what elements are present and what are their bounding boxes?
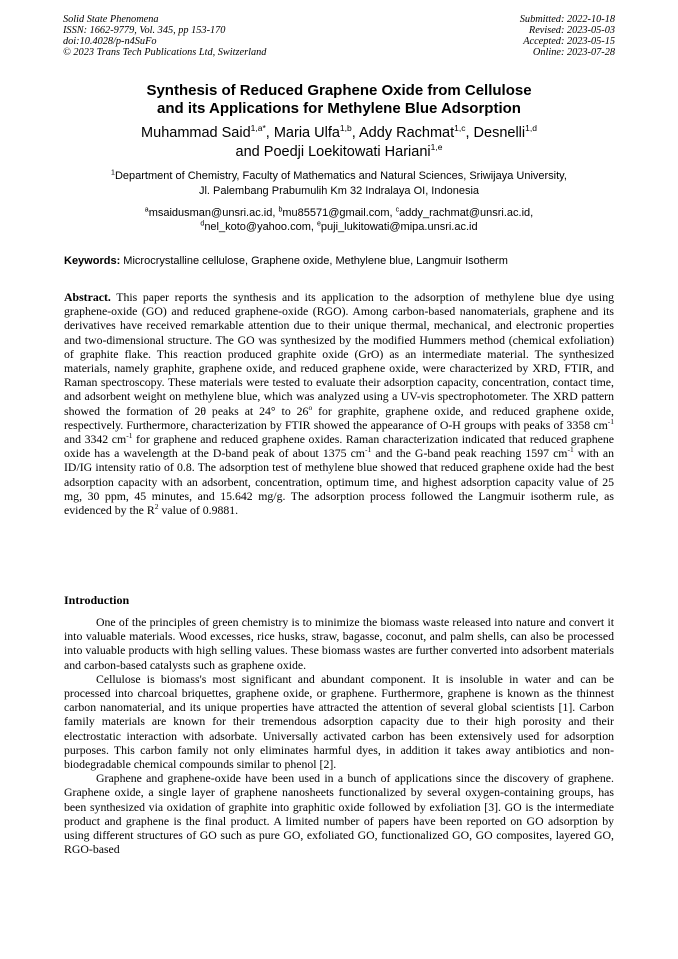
- abstract-text: and the G-band peak reaching 1597 cm: [371, 446, 568, 461]
- introduction-paragraph-3: Graphene and graphene-oxide have been used in a bunch of applications since the discovery of graphene. Graphene oxide, a single layer of graphene nanosheets functionalized by several oxygen-containing groups, has been synthesized via oxidation of graphite into graphitic oxide followed by exfoliation [3]. GO is the intermediate product and graphene is the final product. A limited number of papers have been reported on GO adsorption by using different structures of GO such as pure GO, exfoliated GO, functionalized GO, GO composites, layered GO, RGO-based: [64, 771, 614, 857]
- author-name: Maria Ulfa: [273, 125, 340, 141]
- author-separator: ,: [351, 125, 360, 141]
- author-separator: ,: [265, 125, 274, 141]
- journal-info: [63, 14, 266, 58]
- paper-title: [40, 82, 638, 118]
- affiliation-line-1: [40, 169, 638, 184]
- keywords-text: Microcrystalline cellulose, Graphene oxide, Methylene blue, Langmuir Isotherm: [120, 255, 508, 267]
- author-affil-mark: 1,e: [430, 142, 443, 153]
- publication-dates: [520, 14, 615, 58]
- affiliation-mark: 1: [111, 169, 115, 177]
- unit-superscript: -1: [607, 416, 614, 426]
- author-separator: ,: [465, 125, 474, 141]
- unit-superscript: -1: [567, 445, 574, 455]
- unit-superscript: -1: [365, 445, 372, 455]
- submitted-date: Submitted: 2022-10-18: [519, 14, 615, 25]
- online-date: Online: 2023-07-28: [532, 47, 615, 58]
- keywords-label: Keywords:: [64, 255, 121, 267]
- keywords: [64, 254, 624, 268]
- email-mark: a: [144, 206, 149, 214]
- revised-date: Revised: 2023-05-03: [528, 25, 615, 36]
- introduction-paragraph-1: One of the principles of green chemistry is to minimize the biomass waste released into nature and convert it into valuable materials. Wood excesses, rice husks, straw, bagasse, coconut, and palm shells, can also be processed into valuable products with high selling values. These biomass wastes are further converted into adsorbent materials and carbon-based catalysts such as graphene oxide.: [64, 615, 614, 672]
- affiliation: [40, 169, 638, 198]
- abstract-text: This paper reports the synthesis and its application to the adsorption of methylene blue dye using graphene-oxide (GO) and reduced graphene-oxide (RGO). Among carbon-based nanomaterials, graphene and its derivatives have received remarkable attention due to their unique thermal, mechanical, and electronic properties and two-dimensional structure. The GO was synthesized by the modified Hummers method (chemical exfoliation) of graphite flake. This reaction produced graphite oxide (GrO) as an intermediate material. The synthesized materials, namely graphite, graphene oxide, and reduced graphene oxide, were characterized by XRD, FTIR, and Raman spectroscopy. These materials were tested to evaluate their adsorption capacity, concentration, contact time, and adsorbent weight on methylene blue, which was analyzed using a UV-vis spectrophotometer. The XRD pattern showed the formation of 2θ peaks at 24° to 26: [64, 290, 614, 418]
- email-mark: d: [200, 220, 205, 228]
- author-affil-mark: 1,a*: [250, 123, 266, 134]
- introduction-heading: Introduction: [64, 593, 130, 607]
- affiliation-text: Department of Chemistry, Faculty of Mathematics and Natural Sciences, Sriwijaya University,: [114, 170, 567, 182]
- journal-name: Solid State Phenomena: [63, 14, 159, 25]
- author-list: [40, 124, 638, 162]
- abstract-label: Abstract.: [64, 290, 111, 304]
- email-address[interactable]: nel_koto@yahoo.com,: [204, 221, 317, 233]
- abstract-text: and 3342 cm: [64, 432, 127, 447]
- affiliation-line-2: Jl. Palembang Prabumulih Km 32 Indralaya OI, Indonesia: [198, 184, 480, 197]
- degree-superscript: o: [308, 402, 313, 412]
- title-line-1: Synthesis of Reduced Graphene Oxide from Cellulose: [146, 82, 532, 99]
- email-address[interactable]: msaidusman@unsri.ac.id,: [148, 207, 279, 219]
- journal-doi: doi:10.4028/p-n4SuFo: [63, 36, 157, 47]
- title-line-2: and its Applications for Methylene Blue Adsorption: [157, 100, 521, 117]
- abstract-text: for graphene and reduced graphene oxides. Raman characterization indicated that reduced graphene oxide has a wavelength at the D-band peak of about 1375 cm: [64, 432, 615, 461]
- author-name: and Poedji Loekitowati Hariani: [235, 144, 431, 160]
- email-mark: b: [278, 206, 283, 214]
- author-affil-mark: 1,d: [525, 123, 537, 134]
- abstract-text: for graphite, graphene oxide, and reduced graphene oxide, respectively. Furthermore, characterization by FTIR showed the appearance of O-H groups with peaks of 3358 cm: [64, 403, 614, 432]
- author-affil-mark: 1,c: [454, 123, 466, 134]
- author-affil-mark: 1,b: [339, 123, 352, 134]
- email-address[interactable]: mu85571@gmail.com,: [282, 207, 396, 219]
- author-line-2: [40, 143, 638, 162]
- author-name: Muhammad Said: [141, 125, 251, 141]
- email-mark: c: [395, 206, 400, 214]
- abstract: [64, 290, 614, 517]
- journal-issn: ISSN: 1662-9779, Vol. 345, pp 153-170: [63, 25, 226, 36]
- author-name: Desnelli: [473, 125, 526, 141]
- email-list: [40, 206, 638, 234]
- abstract-text: value of 0.9881.: [158, 503, 239, 518]
- abstract-text: with an ID/IG intensity ratio of 0.8. The adsorption test of methylene blue showed that reduced graphene oxide had the best adsorption capacity with an adsorbent, concentration, optimum time, and highest adsorption capacity value of 25 mg, 30 ppm, 45 minutes, and 15.642 mg/g. The adsorption process followed the Langmuir isotherm rule, as evidenced by the R: [64, 446, 614, 518]
- introduction-paragraph-2: Cellulose is biomass's most significant and abundant component. It is insoluble in water and can be processed into charcoal briquettes, graphene oxide, or graphene. Furthermore, graphene is known as the thinnest carbon nanomaterial, and its unique properties have attracted the attention of several global scientists [1]. Carbon family materials are known for their tremendous adsorption capacity due to their high porosity and their electrostatic interaction with adsorbate. Universally activated carbon has been extensively used for adsorption purposes. This carbon family not only eliminates harmful dyes, in addition it takes away antibiotics and non-biodegradable chemical compounds similar to phenol [2].: [64, 671, 614, 772]
- email-address[interactable]: puji_lukitowati@mipa.unsri.ac.id: [320, 221, 478, 233]
- abstract-paragraph: [64, 290, 614, 517]
- journal-copyright: © 2023 Trans Tech Publications Ltd, Switzerland: [63, 47, 267, 58]
- email-mark: e: [317, 220, 321, 228]
- email-line-2: [40, 220, 638, 234]
- accepted-date: Accepted: 2023-05-15: [523, 36, 615, 47]
- email-address[interactable]: addy_rachmat@unsri.ac.id,: [399, 207, 534, 219]
- author-line-1: [40, 124, 638, 143]
- email-line-1: [40, 206, 638, 220]
- unit-superscript: -1: [126, 431, 133, 441]
- introduction-body: [64, 615, 614, 856]
- r-squared-superscript: 2: [154, 502, 159, 512]
- author-name: Addy Rachmat: [359, 125, 455, 141]
